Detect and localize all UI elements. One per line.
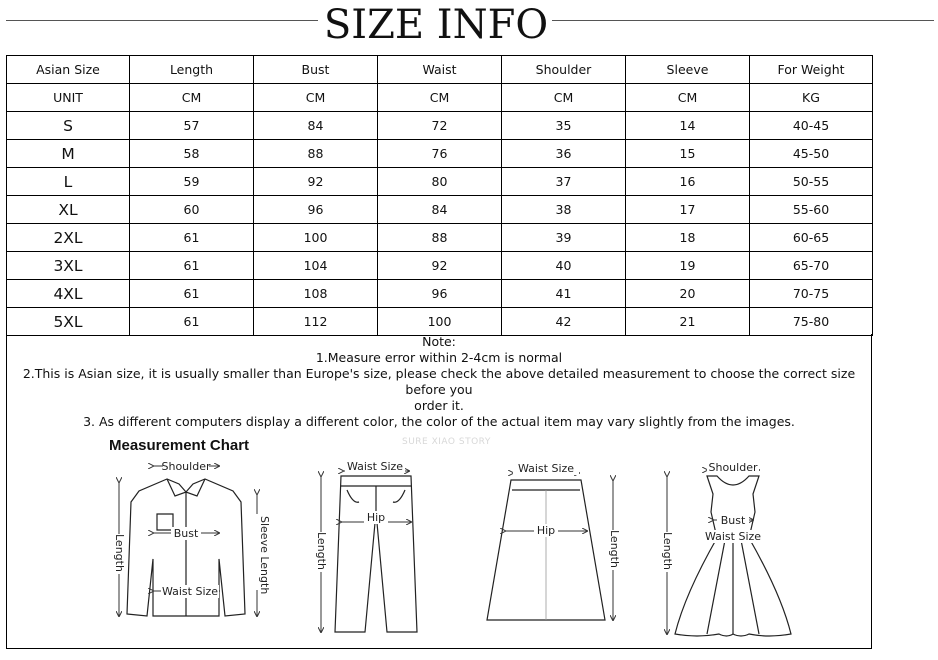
- value-cell: 42: [502, 308, 626, 336]
- header-cell: Length: [130, 56, 254, 84]
- pants-pocket-left: [347, 490, 359, 502]
- table-row: [7, 252, 873, 280]
- value-cell: 60-65: [750, 224, 873, 252]
- value-cell: 108: [254, 280, 378, 308]
- value-cell: 72: [378, 112, 502, 140]
- size-cell: XL: [7, 196, 130, 224]
- title-rule-left: [6, 20, 318, 21]
- value-cell: 100: [254, 224, 378, 252]
- pants-pocket-right: [393, 490, 405, 502]
- value-cell: 100: [378, 308, 502, 336]
- value-cell: 61: [130, 252, 254, 280]
- value-cell: 61: [130, 280, 254, 308]
- value-cell: 112: [254, 308, 378, 336]
- value-cell: 88: [254, 140, 378, 168]
- value-cell: 61: [130, 308, 254, 336]
- page-title: SIZE INFO: [323, 2, 549, 48]
- value-cell: 38: [502, 196, 626, 224]
- value-cell: 104: [254, 252, 378, 280]
- value-cell: 37: [502, 168, 626, 196]
- table-unit-row: [7, 84, 873, 112]
- value-cell: 88: [378, 224, 502, 252]
- value-cell: 60: [130, 196, 254, 224]
- measurement-diagram: [7, 334, 871, 648]
- value-cell: 76: [378, 140, 502, 168]
- value-cell: 96: [254, 196, 378, 224]
- unit-cell: CM: [502, 84, 626, 112]
- value-cell: 16: [626, 168, 750, 196]
- value-cell: 96: [378, 280, 502, 308]
- value-cell: 92: [254, 168, 378, 196]
- title-rule-right: [552, 20, 934, 21]
- note-heading: Note:: [422, 334, 456, 349]
- dress-pleats: [707, 540, 759, 634]
- value-cell: 19: [626, 252, 750, 280]
- shirt-shoulder-label: Shoulder: [161, 460, 211, 473]
- skirt-hip-label: Hip: [536, 524, 556, 537]
- notes-panel: [6, 334, 872, 649]
- value-cell: 15: [626, 140, 750, 168]
- skirt-waist-label: Waist Size: [517, 462, 575, 475]
- table-row: [7, 140, 873, 168]
- table-header-row: [7, 56, 873, 84]
- pants-waist-label: Waist Size: [346, 460, 404, 473]
- header-cell: Waist: [378, 56, 502, 84]
- unit-cell: CM: [626, 84, 750, 112]
- value-cell: 40-45: [750, 112, 873, 140]
- note-line-2: 2.This is Asian size, it is usually smaller than Europe's size, please check the above detailed measurement to choose the correct size before you: [22, 366, 856, 397]
- header-cell: Shoulder: [502, 56, 626, 84]
- dress-shoulder-label: Shoulder: [708, 461, 758, 474]
- pants-diagram: [321, 471, 417, 632]
- value-cell: 35: [502, 112, 626, 140]
- value-cell: 36: [502, 140, 626, 168]
- measurement-chart-title: Measurement Chart: [109, 437, 250, 454]
- watermark: SURE XIAO STORY: [402, 437, 491, 447]
- value-cell: 41: [502, 280, 626, 308]
- header-cell: Bust: [254, 56, 378, 84]
- size-cell: 3XL: [7, 252, 130, 280]
- note-line-3: 3. As different computers display a different color, the color of the actual item may vary slightly from the images.: [83, 414, 795, 429]
- value-cell: 20: [626, 280, 750, 308]
- shirt-sleeve-label: Sleeve Length: [258, 516, 271, 595]
- value-cell: 75-80: [750, 308, 873, 336]
- shirt-pocket: [157, 514, 173, 530]
- table-row: [7, 196, 873, 224]
- pants-length-label: Length: [315, 532, 328, 570]
- shirt-bust-label: Bust: [173, 527, 199, 540]
- dress-diagram: [667, 470, 791, 636]
- note-line-2-cont: order it.: [414, 398, 464, 413]
- unit-cell: UNIT: [7, 84, 130, 112]
- size-cell: M: [7, 140, 130, 168]
- size-cell: 2XL: [7, 224, 130, 252]
- value-cell: 84: [378, 196, 502, 224]
- size-cell: 4XL: [7, 280, 130, 308]
- value-cell: 80: [378, 168, 502, 196]
- dress-bust-label: Bust: [720, 514, 746, 527]
- table-row: [7, 168, 873, 196]
- pants-hip-label: Hip: [366, 511, 386, 524]
- unit-cell: CM: [378, 84, 502, 112]
- unit-cell: CM: [254, 84, 378, 112]
- dress-waist-label: Waist Size: [704, 530, 762, 543]
- value-cell: 14: [626, 112, 750, 140]
- value-cell: 84: [254, 112, 378, 140]
- value-cell: 39: [502, 224, 626, 252]
- value-cell: 55-60: [750, 196, 873, 224]
- dress-length-label: Length: [661, 532, 674, 570]
- value-cell: 45-50: [750, 140, 873, 168]
- value-cell: 92: [378, 252, 502, 280]
- skirt-length-label: Length: [608, 530, 621, 568]
- size-cell: L: [7, 168, 130, 196]
- title-bar: [0, 0, 938, 48]
- value-cell: 61: [130, 224, 254, 252]
- skirt-diagram: [487, 473, 613, 620]
- value-cell: 17: [626, 196, 750, 224]
- header-cell: Sleeve: [626, 56, 750, 84]
- header-cell: Asian Size: [7, 56, 130, 84]
- table-row: [7, 280, 873, 308]
- size-cell: S: [7, 112, 130, 140]
- value-cell: 70-75: [750, 280, 873, 308]
- table-row: [7, 112, 873, 140]
- shirt-waist-label: Waist Size: [161, 585, 219, 598]
- value-cell: 65-70: [750, 252, 873, 280]
- header-cell: For Weight: [750, 56, 873, 84]
- value-cell: 59: [130, 168, 254, 196]
- size-table: [6, 55, 873, 336]
- table-row: [7, 224, 873, 252]
- table-row: [7, 308, 873, 336]
- shirt-length-label: Length: [113, 534, 126, 572]
- value-cell: 50-55: [750, 168, 873, 196]
- unit-cell: KG: [750, 84, 873, 112]
- unit-cell: CM: [130, 84, 254, 112]
- value-cell: 57: [130, 112, 254, 140]
- value-cell: 58: [130, 140, 254, 168]
- note-line-1: 1.Measure error within 2-4cm is normal: [315, 350, 563, 365]
- value-cell: 40: [502, 252, 626, 280]
- dress-bodice: [707, 476, 759, 538]
- size-cell: 5XL: [7, 308, 130, 336]
- value-cell: 21: [626, 308, 750, 336]
- value-cell: 18: [626, 224, 750, 252]
